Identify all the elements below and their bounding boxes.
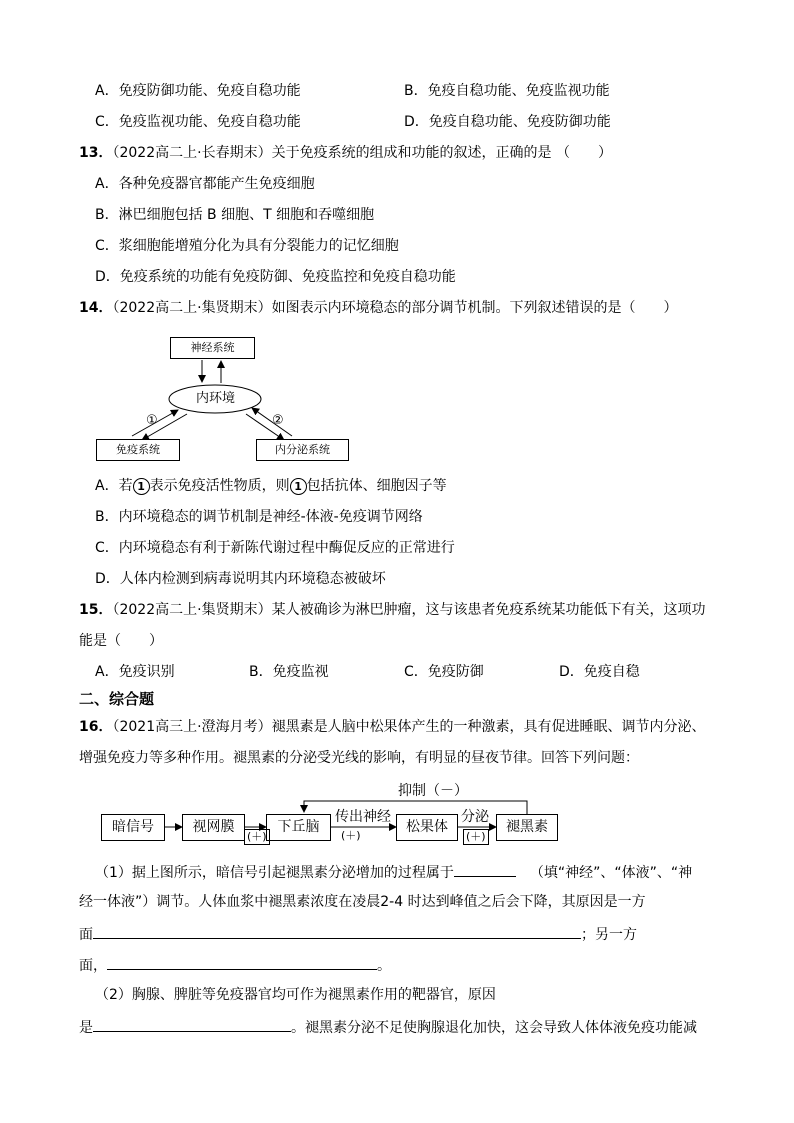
q14-option-c: C．内环境稳态有利于新陈代谢过程中酶促反应的正常进行 <box>95 540 455 556</box>
retina-box: 视网膜 <box>182 814 245 841</box>
dark-signal-box: 暗信号 <box>101 814 165 841</box>
endocrine-system-box: 内分泌系统 <box>256 439 349 461</box>
q16-part2-line1: （2）胸腺、脾脏等免疫器官均可作为褪黑素作用的靶器官，原因 <box>95 987 496 1003</box>
q16-part2-text-c: 。褪黑素分泌不足使胸腺退化加快，这会导致人体体液免疫功能减 <box>291 1020 697 1036</box>
nervous-system-box: 神经系统 <box>170 337 255 359</box>
melatonin-box: 褪黑素 <box>496 814 558 841</box>
circled-number-1: 1 <box>133 478 150 495</box>
q14-option-a-part2: 表示免疫活性物质，则 <box>149 478 290 494</box>
q16-part1-line1 <box>95 861 692 883</box>
mark-1-label: ① <box>146 413 158 428</box>
q16-stem-continued: 增强免疫力等多种作用。褪黑素的分泌受光线的影响，有明显的昼夜节律。回答下列问题： <box>79 750 639 766</box>
plus-sign-2: (＋) <box>341 829 361 842</box>
q16-part1-text-g: 。 <box>377 958 391 974</box>
q16-part1-line2: 经一体液”）调节。人体血浆中褪黑素浓度在凌晨2-4 时达到峰值之后会下降，其原因是一方 <box>79 894 646 910</box>
q15-number: 15． <box>79 602 113 618</box>
answer-blank-regulation[interactable] <box>454 861 516 877</box>
q16-part1-text-f: 面， <box>79 958 107 974</box>
q15-stem-text: （2022高二上·集贤期末）某人被确诊为淋巴肿瘤，这与该患者免疫系统某功能低下有关，这项功 <box>112 602 706 618</box>
plus-sign-1: (＋) <box>244 829 270 845</box>
q16-part2-line2 <box>79 1016 697 1038</box>
q15-option-b: B．免疫监视 <box>249 664 329 680</box>
q16-part1-text-e: ；另一方 <box>581 927 637 943</box>
q16-part1-text-b: （填“神经”、“体液”、“神 <box>529 865 693 881</box>
q13-number: 13． <box>79 145 113 161</box>
q13-option-b: B．淋巴细胞包括 B 细胞、T 细胞和吞噬细胞 <box>95 207 375 223</box>
immune-system-box: 免疫系统 <box>96 439 180 461</box>
q14-option-a-part3: 包括抗体、细胞因子等 <box>306 478 447 494</box>
answer-blank-reason-1[interactable] <box>93 923 581 939</box>
secrete-label: 分泌 <box>461 809 489 825</box>
answer-blank-reason-2[interactable] <box>107 954 377 970</box>
q15-option-a: A．免疫识别 <box>95 664 175 680</box>
answer-blank-target-reason[interactable] <box>93 1016 291 1032</box>
q14-option-a-part1: A．若 <box>95 478 133 494</box>
q12-option-d: D．免疫自稳功能、免疫防御功能 <box>404 114 611 130</box>
q12-option-a: A．免疫防御功能、免疫自稳功能 <box>95 83 301 99</box>
q13-option-d: D．免疫系统的功能有免疫防御、免疫监控和免疫自稳功能 <box>95 269 456 285</box>
plus-sign-3: (＋) <box>463 829 489 845</box>
q16-stem-text: （2021高三上·澄海月考）褪黑素是人脑中松果体产生的一种激素，具有促进睡眠、调节内分泌、 <box>112 719 706 735</box>
q14-option-b: B．内环境稳态的调节机制是神经-体液-免疫调节网络 <box>95 509 423 525</box>
q16-part1-line3 <box>79 923 637 945</box>
q15-option-d: D．免疫自稳 <box>559 664 640 680</box>
q16-part2-text-b: 是 <box>79 1020 93 1036</box>
q15-option-c: C．免疫防御 <box>404 664 484 680</box>
q13-option-a: A．各种免疫器官都能产生免疫细胞 <box>95 176 315 192</box>
internal-environment-label: 内环境 <box>196 391 236 406</box>
efferent-nerve-label: 传出神经 <box>335 809 391 825</box>
q14-option-d: D．人体内检测到病毒说明其内环境稳态被破坏 <box>95 571 386 587</box>
q14-number: 14． <box>79 300 113 316</box>
inhibit-label: 抑制（－） <box>398 783 468 799</box>
q16-part1-text-d: 面 <box>79 927 93 943</box>
q16-number: 16． <box>79 719 113 735</box>
q13-stem-text: （2022高二上·长春期末）关于免疫系统的组成和功能的叙述，正确的是 （ ） <box>112 145 613 161</box>
mark-2-label: ② <box>272 413 284 428</box>
circled-number-1: 1 <box>290 478 307 495</box>
hypothalamus-box: 下丘脑 <box>266 814 331 841</box>
q12-option-b: B．免疫自稳功能、免疫监视功能 <box>404 83 610 99</box>
section-heading: 二、综合题 <box>79 690 155 708</box>
pineal-gland-box: 松果体 <box>396 814 458 841</box>
q12-option-c: C．免疫监视功能、免疫自稳功能 <box>95 114 301 130</box>
q15-stem-continued: 能是（ ） <box>79 633 163 649</box>
q16-part1-line4 <box>79 954 391 976</box>
q16-part1-text-a: （1）据上图所示，暗信号引起褪黑素分泌增加的过程属于 <box>95 865 454 881</box>
q13-option-c: C．浆细胞能增殖分化为具有分裂能力的记忆细胞 <box>95 238 399 254</box>
q14-stem-text: （2022高二上·集贤期末）如图表示内环境稳态的部分调节机制。下列叙述错误的是（ ） <box>112 300 678 316</box>
